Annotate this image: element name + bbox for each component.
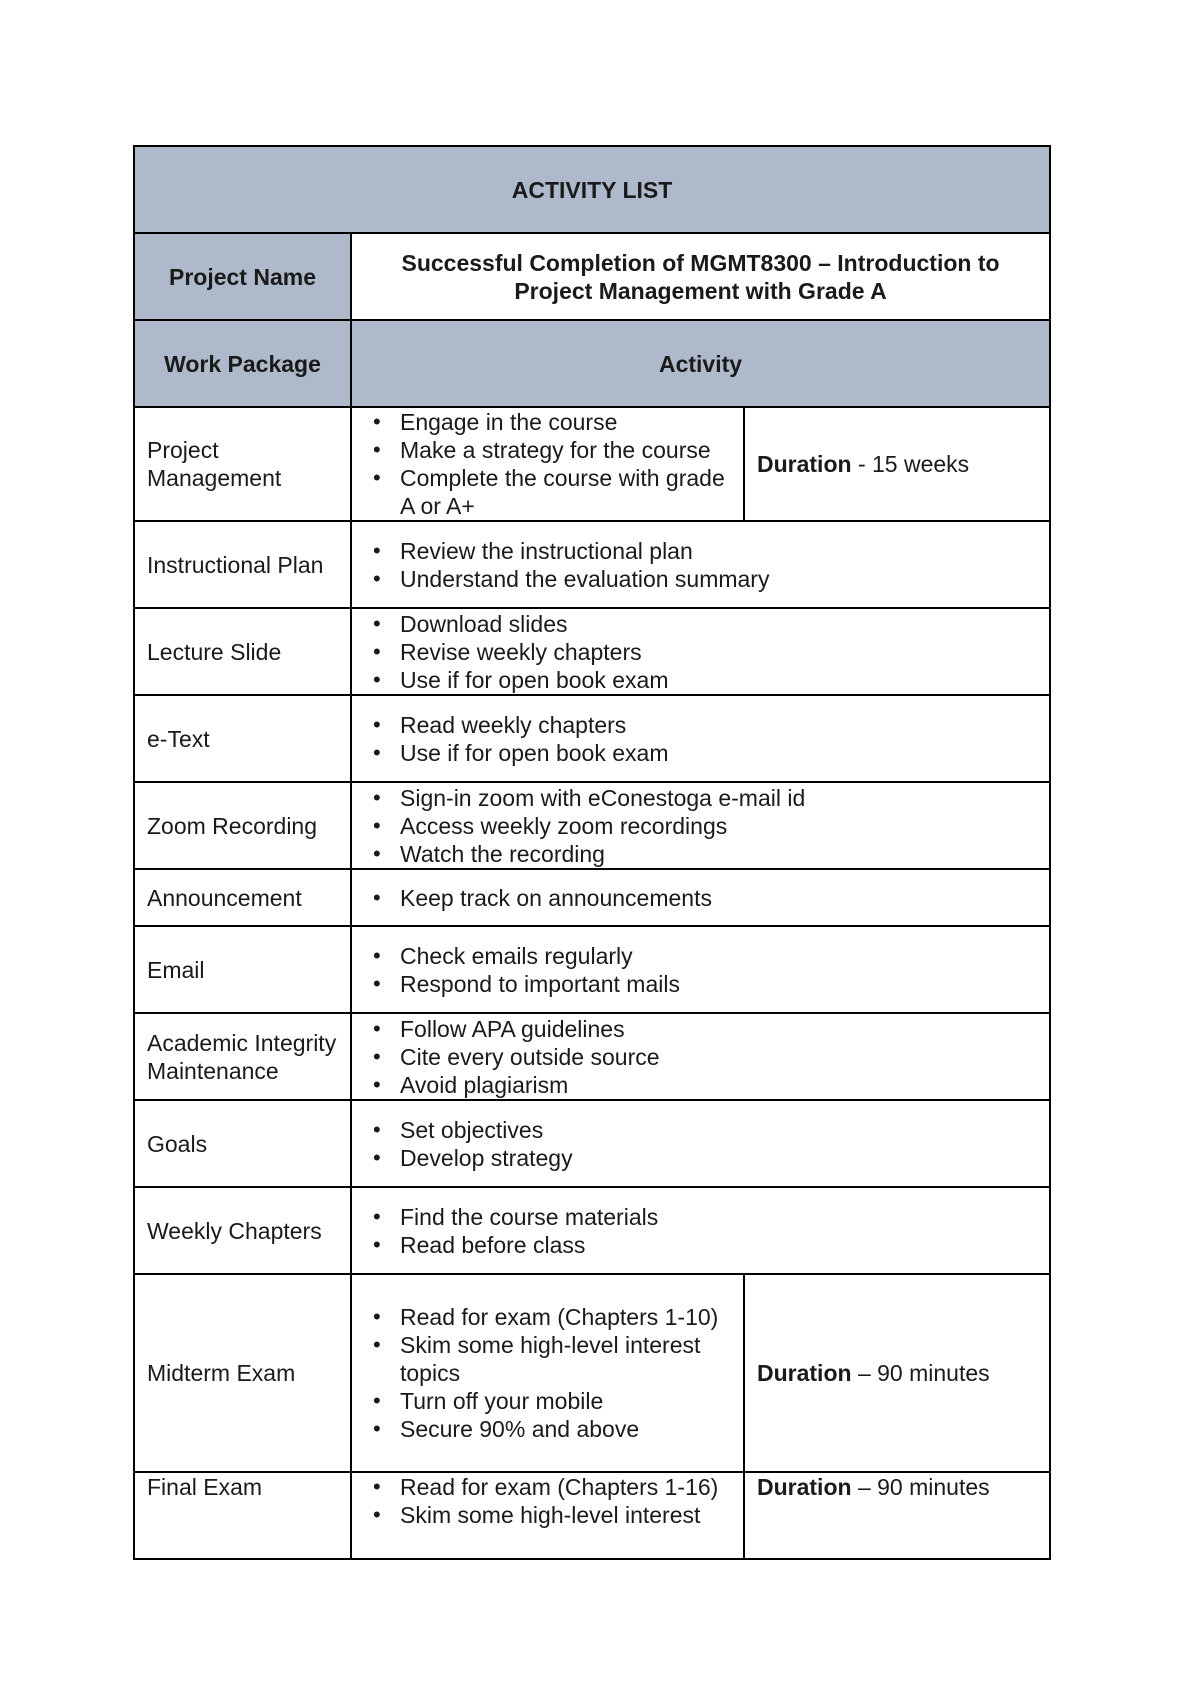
- work-package-cell: Email: [134, 926, 351, 1013]
- activity-cell: [351, 1274, 744, 1472]
- activity-cell: [351, 869, 1050, 926]
- duration-label: Duration: [757, 1474, 852, 1500]
- title-row: [134, 146, 1050, 233]
- activity-list: [364, 1473, 731, 1529]
- activity-list: [364, 711, 1037, 767]
- duration-value: – 90 minutes: [851, 1474, 990, 1500]
- work-package-cell: Academic Integrity Maintenance: [134, 1013, 351, 1100]
- activity-cell: [351, 407, 744, 521]
- column-header-row: [134, 320, 1050, 407]
- duration-cell: [744, 1274, 1050, 1472]
- activity-cell: [351, 1100, 1050, 1187]
- activity-list: [364, 610, 1037, 694]
- duration-value: - 15 weeks: [851, 451, 970, 477]
- activity-list-table: [133, 145, 1051, 1560]
- table-row: [134, 782, 1050, 869]
- activity-item: • Download slides: [400, 610, 1037, 638]
- activity-list: [364, 884, 1037, 912]
- table-row: [134, 869, 1050, 926]
- activity-list: [364, 1303, 731, 1443]
- work-package-header: Work Package: [134, 320, 351, 407]
- work-package-cell: Goals: [134, 1100, 351, 1187]
- table-row: [134, 1013, 1050, 1100]
- duration-cell: [744, 407, 1050, 521]
- activity-header: Activity: [351, 320, 1050, 407]
- activity-item: • Review the instructional plan: [400, 537, 1037, 565]
- activity-item: • Keep track on announcements: [400, 884, 1037, 912]
- activity-item: • Find the course materials: [400, 1203, 1037, 1231]
- activity-item: • Engage in the course: [400, 408, 731, 436]
- activity-cell: [351, 1013, 1050, 1100]
- activity-list: [364, 942, 1037, 998]
- activity-cell: [351, 1472, 744, 1559]
- table-row: [134, 1100, 1050, 1187]
- activity-item: • Watch the recording: [400, 840, 1037, 868]
- activity-item: • Follow APA guidelines: [400, 1015, 1037, 1043]
- activity-item: • Secure 90% and above: [400, 1415, 731, 1443]
- work-package-cell: Zoom Recording: [134, 782, 351, 869]
- activity-item: • Set objectives: [400, 1116, 1037, 1144]
- activity-item: • Read before class: [400, 1231, 1037, 1259]
- activity-item: • Read weekly chapters: [400, 711, 1037, 739]
- activity-item: • Turn off your mobile: [400, 1387, 731, 1415]
- table-row: [134, 1187, 1050, 1274]
- work-package-cell: Lecture Slide: [134, 608, 351, 695]
- activity-cell: [351, 695, 1050, 782]
- project-name-row: [134, 233, 1050, 320]
- project-name-label: Project Name: [134, 233, 351, 320]
- work-package-cell: e-Text: [134, 695, 351, 782]
- activity-list: [364, 1203, 1037, 1259]
- work-package-cell: Final Exam: [134, 1472, 351, 1559]
- activity-item: • Avoid plagiarism: [400, 1071, 1037, 1099]
- work-package-cell: Project Management: [134, 407, 351, 521]
- activity-list: [364, 408, 731, 520]
- activity-item: • Cite every outside source: [400, 1043, 1037, 1071]
- work-package-cell: Weekly Chapters: [134, 1187, 351, 1274]
- work-package-cell: Instructional Plan: [134, 521, 351, 608]
- activity-item: • Check emails regularly: [400, 942, 1037, 970]
- activity-item: • Complete the course with grade A or A+: [400, 464, 731, 520]
- table-row: [134, 407, 1050, 521]
- activity-item: • Understand the evaluation summary: [400, 565, 1037, 593]
- activity-cell: [351, 926, 1050, 1013]
- table-row: [134, 1472, 1050, 1559]
- activity-list: [364, 1015, 1037, 1099]
- activity-item: • Use if for open book exam: [400, 739, 1037, 767]
- duration-label: Duration: [757, 1360, 852, 1386]
- duration-value: – 90 minutes: [851, 1360, 990, 1386]
- table-row: [134, 521, 1050, 608]
- activity-item: • Skim some high-level interest topics: [400, 1331, 731, 1387]
- activity-item: • Make a strategy for the course: [400, 436, 731, 464]
- activity-item: • Respond to important mails: [400, 970, 1037, 998]
- activity-item: • Skim some high-level interest: [400, 1501, 731, 1529]
- activity-cell: [351, 782, 1050, 869]
- activity-cell: [351, 1187, 1050, 1274]
- activity-item: • Sign-in zoom with eConestoga e-mail id: [400, 784, 1037, 812]
- activity-item: • Read for exam (Chapters 1-10): [400, 1303, 731, 1331]
- table-row: [134, 608, 1050, 695]
- activity-item: • Use if for open book exam: [400, 666, 1037, 694]
- work-package-cell: Midterm Exam: [134, 1274, 351, 1472]
- duration-label: Duration: [757, 451, 852, 477]
- table-row: [134, 695, 1050, 782]
- table-row: [134, 926, 1050, 1013]
- project-name-value: Successful Completion of MGMT8300 – Introduction to Project Management with Grade A: [351, 233, 1050, 320]
- activity-list: [364, 1116, 1037, 1172]
- duration-cell: [744, 1472, 1050, 1559]
- table-title: ACTIVITY LIST: [134, 146, 1050, 233]
- activity-item: • Access weekly zoom recordings: [400, 812, 1037, 840]
- activity-list: [364, 537, 1037, 593]
- activity-cell: [351, 521, 1050, 608]
- activity-item: • Revise weekly chapters: [400, 638, 1037, 666]
- activity-item: • Develop strategy: [400, 1144, 1037, 1172]
- activity-cell: [351, 608, 1050, 695]
- work-package-cell: Announcement: [134, 869, 351, 926]
- activity-list: [364, 784, 1037, 868]
- table-row: [134, 1274, 1050, 1472]
- activity-item: • Read for exam (Chapters 1-16): [400, 1473, 731, 1501]
